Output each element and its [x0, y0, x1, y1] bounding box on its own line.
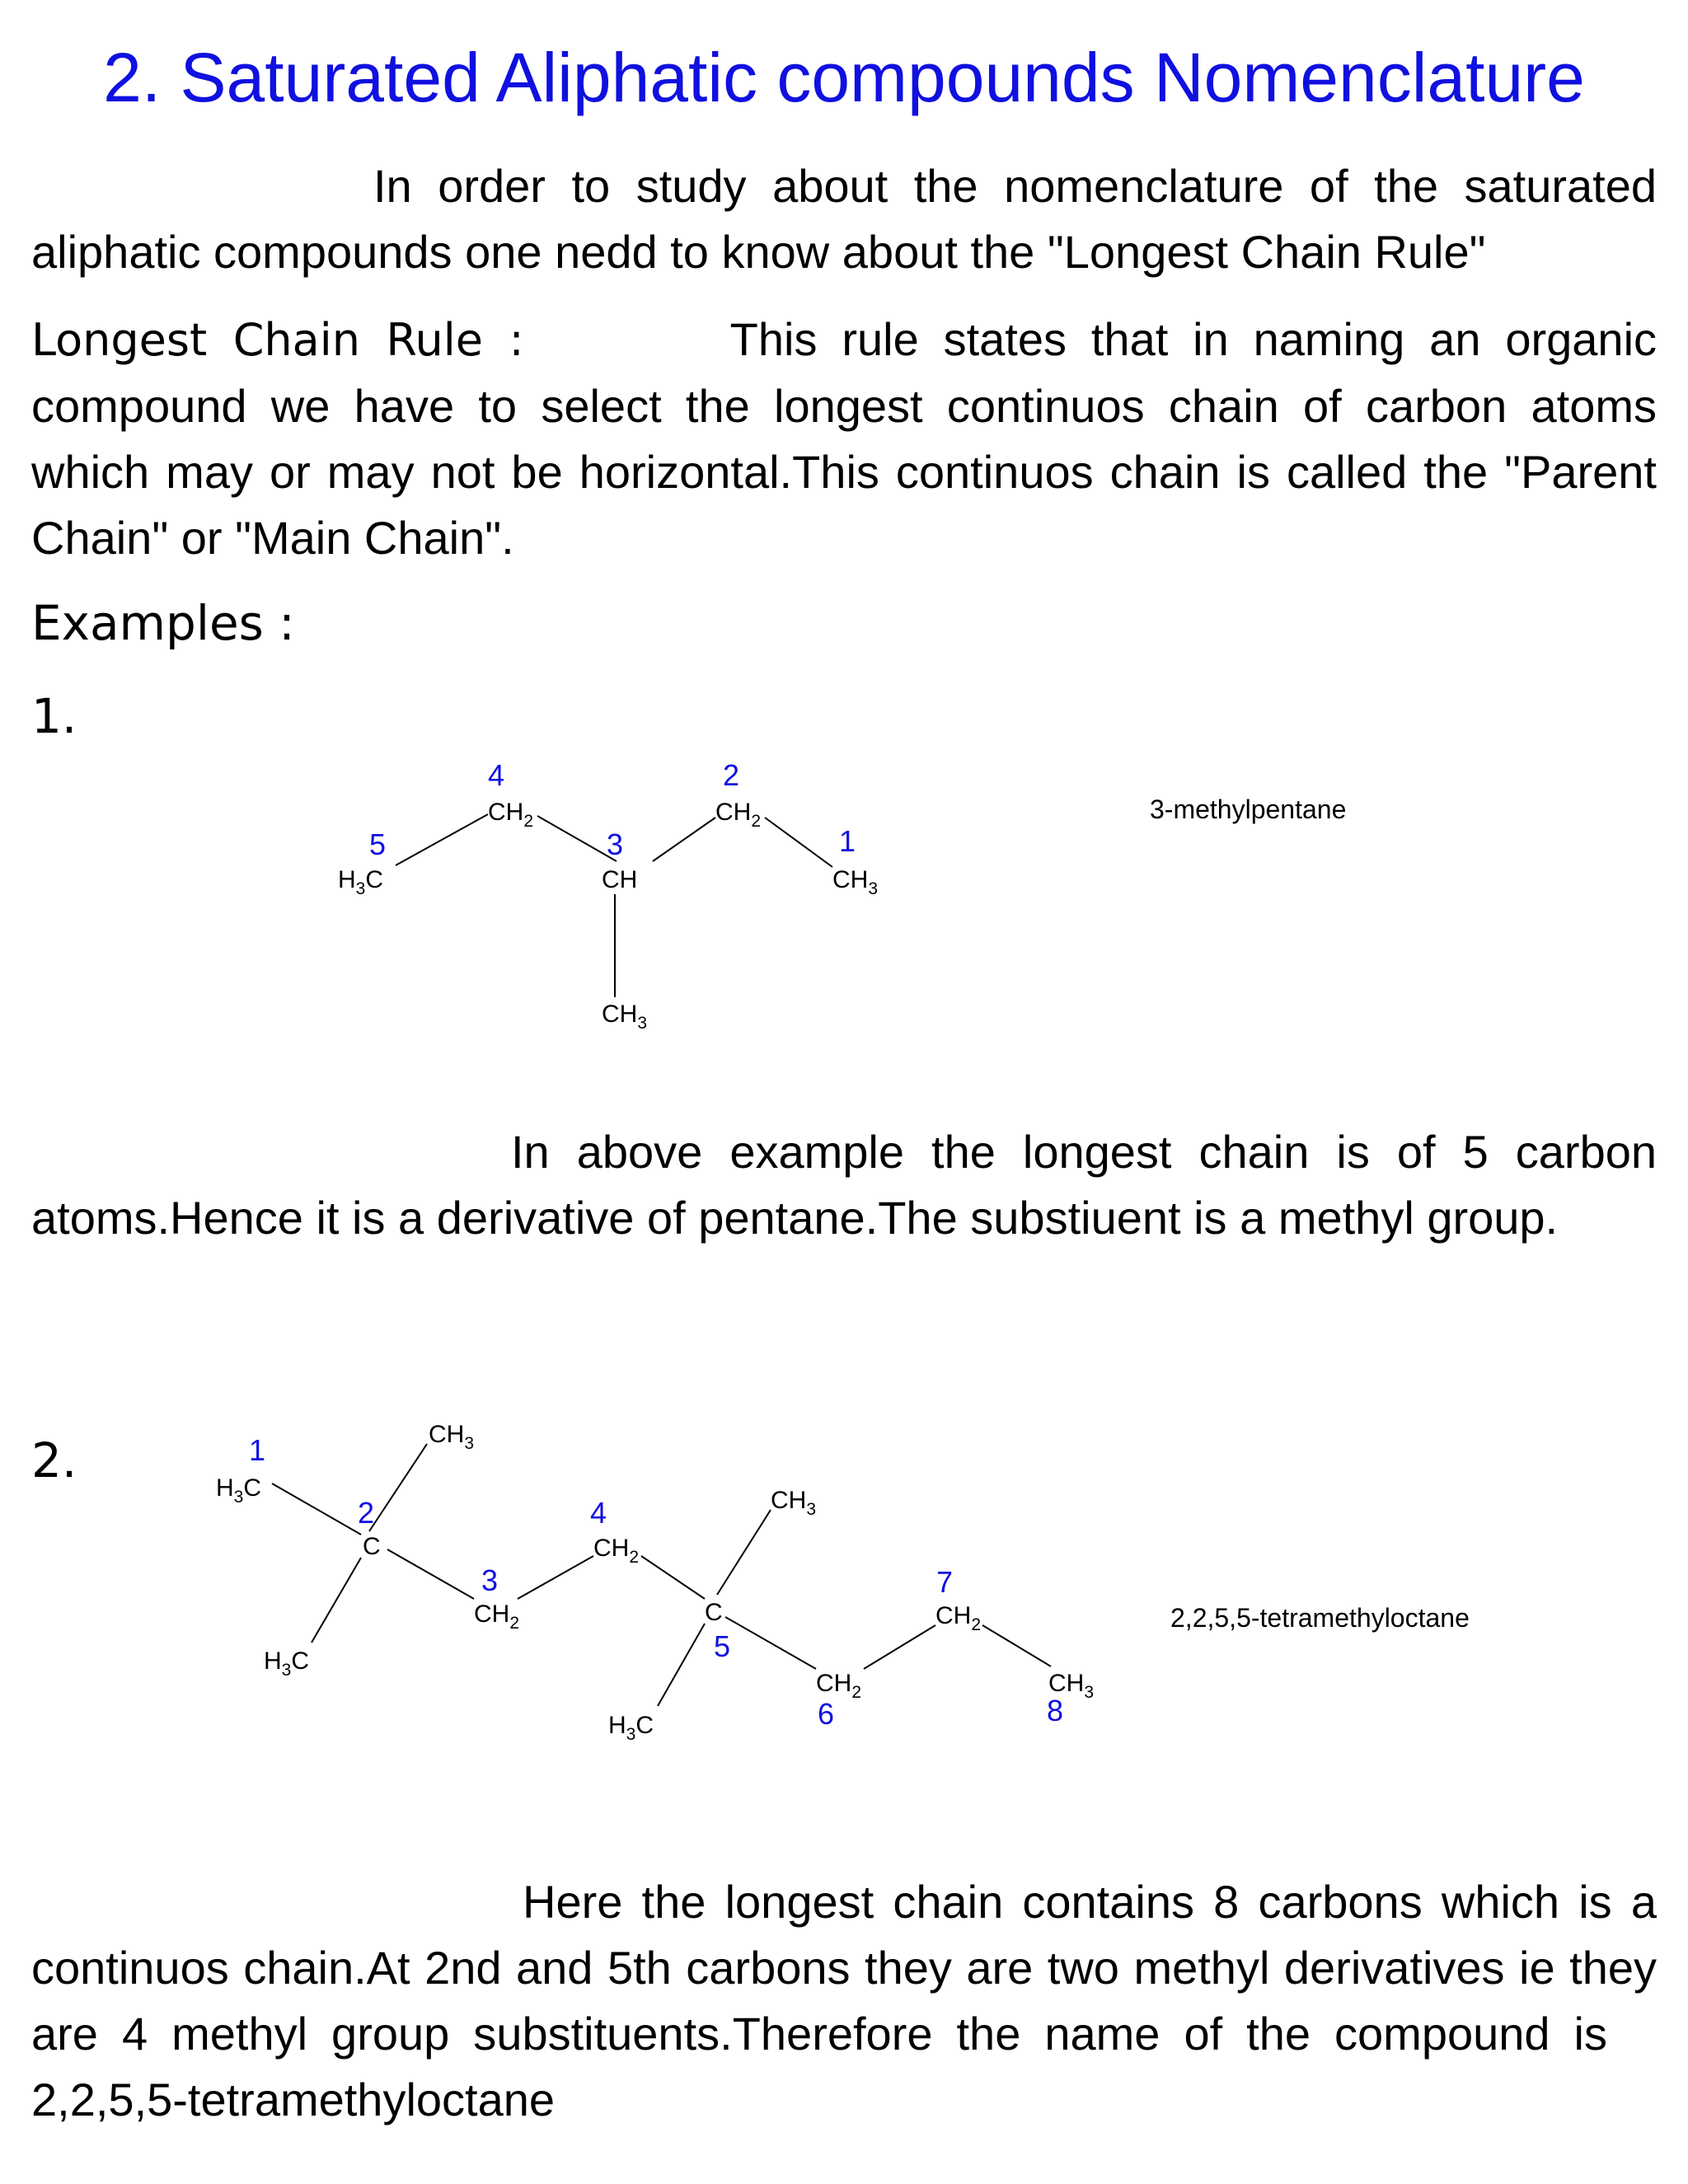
example2-structure: [0, 1401, 1688, 1744]
bond-c6-c7: [864, 1625, 935, 1669]
atom-c2: C: [363, 1533, 381, 1560]
rule-term: Longest Chain Rule :: [31, 314, 524, 366]
locant-4: 4: [488, 758, 505, 792]
locant-2: 2: [358, 1496, 375, 1530]
locant-5: 5: [369, 827, 387, 861]
locant-5: 5: [714, 1629, 731, 1663]
intro-text: In order to study about the nomenclature of the saturated aliphatic compounds one nedd to know about the "Longest Chain Rule": [31, 160, 1657, 278]
bond-c4-c5: [641, 1556, 705, 1599]
atom-c1: $H_3C$: [216, 1474, 262, 1507]
atom-c6: $CH_2$: [816, 1670, 862, 1702]
locant-1: 1: [839, 824, 856, 858]
locant-3: 3: [481, 1563, 499, 1597]
atom-c1: $CH_3$: [832, 866, 879, 898]
bond-c2-c1: [765, 818, 832, 867]
example2-explanation: [31, 1869, 1657, 2133]
locant-6: 6: [818, 1697, 835, 1731]
rule-paragraph: [31, 307, 1657, 571]
bond-c2-methyl-up: [369, 1444, 427, 1531]
atom-c5-methyl-up: $CH_3$: [771, 1487, 817, 1519]
example1-explanation: [31, 1119, 1657, 1251]
intro-paragraph: [31, 153, 1657, 285]
example1-label: 1.: [31, 688, 77, 744]
atom-c2-methyl-down: $H_3C$: [264, 1647, 310, 1680]
locant-4: 4: [590, 1496, 607, 1530]
bond-c5-c6: [725, 1617, 816, 1669]
atom-c3: $CH_2$: [474, 1601, 520, 1633]
locant-1: 1: [249, 1433, 266, 1467]
rule-text: This rule states that in naming an organic compound we have to select the longest continuos chain of carbon atoms which may or may not be horizontal.This continuos chain is called the "Parent Chain" or "Main Chain".: [31, 313, 1658, 564]
bond-c2-c3: [387, 1549, 474, 1599]
bond-c5-c4: [396, 814, 488, 865]
locant-8: 8: [1047, 1694, 1064, 1727]
example2-label: 2.: [31, 1432, 77, 1488]
examples-label: Examples :: [31, 595, 295, 651]
bond-c3-c2: [653, 818, 715, 861]
atom-c4: $CH_2$: [593, 1535, 640, 1567]
example1-explanation-text: In above example the longest chain is of 5 carbon atoms.Hence it is a derivative of pentane.The substiuent is a methyl group.: [31, 1126, 1657, 1244]
locant-7: 7: [936, 1565, 954, 1599]
bond-c5-methyl-up: [717, 1510, 771, 1595]
atom-c3: CH: [602, 866, 638, 893]
example2-explanation-text: Here the longest chain contains 8 carbons which is a continuos chain.At 2nd and 5th carbons they are two methyl derivatives ie they are 4 methyl group substituents.Therefore the name of the compound is: [31, 1876, 1657, 2060]
atom-methyl: $CH_3$: [602, 1001, 648, 1033]
atom-c5: $H_3C$: [338, 866, 384, 898]
atom-c7: $CH_2$: [935, 1602, 982, 1634]
atom-c2: $CH_2$: [715, 799, 762, 831]
page-title: 2. Saturated Aliphatic compounds Nomenclature: [103, 39, 1585, 116]
atom-c8: $CH_3$: [1048, 1670, 1095, 1702]
bond-c3-c4: [518, 1556, 593, 1599]
example1-structure: [0, 742, 1688, 1033]
atom-c4: $CH_2$: [488, 799, 534, 831]
bond-c4-c3: [537, 816, 617, 861]
bond-c2-methyl-down: [312, 1558, 361, 1643]
locant-3: 3: [607, 827, 624, 861]
locant-2: 2: [723, 758, 740, 792]
bond-c1-c2: [272, 1483, 361, 1535]
example1-name: 3-methylpentane: [1150, 794, 1347, 824]
bond-c7-c8: [982, 1625, 1051, 1666]
atom-c5-methyl-down: $H_3C$: [608, 1712, 654, 1744]
bond-c5-methyl-down: [658, 1624, 705, 1706]
example2-bonds: [272, 1444, 1051, 1706]
example2-explanation-name: 2,2,5,5-tetramethyloctane: [31, 2074, 556, 2125]
atom-c5: C: [705, 1599, 723, 1626]
example2-name: 2,2,5,5-tetramethyloctane: [1170, 1603, 1470, 1633]
atom-c2-methyl-up: $CH_3$: [429, 1421, 475, 1453]
